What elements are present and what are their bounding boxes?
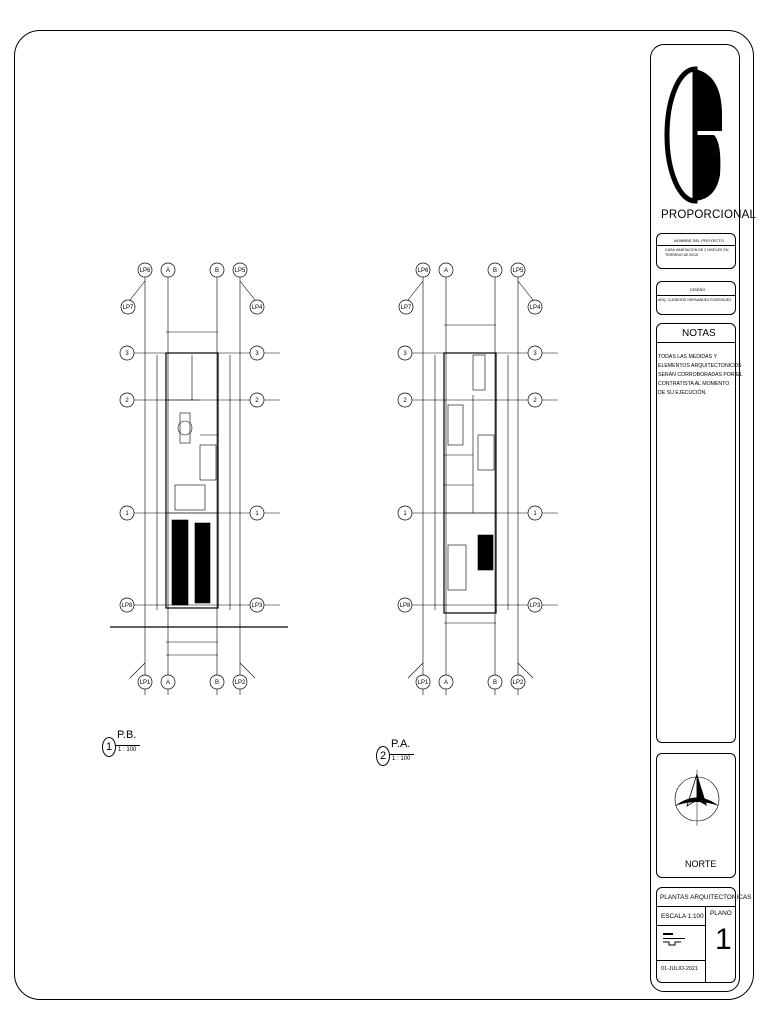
- grid-label: 2: [403, 398, 407, 404]
- plan-number-circle: 2: [376, 746, 390, 766]
- grid-label: LP7: [122, 305, 134, 311]
- grid-label: B: [214, 680, 220, 686]
- graphic-scale-icon: [661, 932, 701, 946]
- plan-scale: 1 : 100: [392, 756, 411, 762]
- grid-label: 2: [533, 398, 537, 404]
- sheet-info-box: [656, 887, 752, 983]
- grid-label: LP2: [234, 680, 246, 686]
- project-name-line1: CASA HABITACION DE 2 NIVELES EN: [665, 248, 729, 252]
- grid-label: LP8: [121, 603, 133, 609]
- caption-underline: [390, 754, 414, 755]
- divider: [657, 295, 735, 296]
- grid-label: LP1: [139, 680, 151, 686]
- divider: [657, 245, 735, 246]
- grid-label: 2: [125, 398, 129, 404]
- sheet-title: PLANTAS ARQUITECTONICAS: [660, 894, 752, 901]
- grid-label: B: [214, 268, 220, 274]
- grid-label: 1: [533, 511, 537, 517]
- plano-label: PLANO: [710, 910, 732, 917]
- grid-label: 3: [533, 351, 537, 357]
- divider: [705, 906, 706, 982]
- grid-label: LP7: [400, 305, 412, 311]
- grid-label: B: [492, 268, 498, 274]
- grid-label: 3: [125, 351, 129, 357]
- grid-label: 1: [403, 511, 407, 517]
- grid-label: LP2: [512, 680, 524, 686]
- notes-title: NOTAS: [682, 328, 716, 339]
- grid-label: A: [165, 268, 171, 274]
- divider: [657, 925, 705, 926]
- grid-label: B: [492, 680, 498, 686]
- firm-logo: [664, 65, 726, 205]
- designer-name: ARQ. CLEMENTE HERNANDEZ RODRIGUEZ: [658, 298, 732, 302]
- notes-line: SERÁN CORROBORADAS POR EL: [658, 372, 743, 378]
- grid-label: A: [443, 268, 449, 274]
- notes-line: DE SU EJECUCIÓN.: [658, 390, 707, 396]
- floor-plan-pa: [378, 245, 578, 705]
- plan-caption-pb: [102, 729, 142, 758]
- scale-label: ESCALA 1:100: [661, 913, 704, 920]
- divider: [657, 342, 735, 343]
- notes-line: TODAS LAS MEDIDAS Y: [658, 354, 717, 360]
- north-arrow-icon: [669, 764, 725, 854]
- grid-label: LP5: [512, 268, 524, 274]
- grid-label: LP3: [529, 603, 541, 609]
- north-box: [656, 753, 736, 878]
- notes-box: [656, 323, 743, 743]
- grid-label: 1: [125, 511, 129, 517]
- plan-name: P.B.: [117, 729, 137, 741]
- grid-label: LP4: [529, 305, 541, 311]
- project-label: NOMBRE DEL PROYECTO: [674, 238, 724, 243]
- grid-label: A: [165, 680, 171, 686]
- floor-plan-pb: [100, 245, 300, 705]
- title-block: [650, 44, 757, 992]
- grid-label: A: [443, 680, 449, 686]
- grid-label: LP5: [234, 268, 246, 274]
- project-name-box: [656, 233, 736, 269]
- firm-name: PROPORCIONAL: [661, 209, 757, 221]
- project-name-line2: TERRENO DE 8X15: [665, 253, 698, 257]
- grid-label: LP6: [417, 268, 429, 274]
- grid-label: 3: [255, 351, 259, 357]
- divider: [657, 906, 735, 907]
- plan-scale: 1 : 100: [118, 747, 137, 753]
- north-label: NORTE: [685, 859, 717, 869]
- caption-underline: [116, 745, 140, 746]
- design-box: [656, 281, 736, 315]
- grid-label: LP8: [399, 603, 411, 609]
- divider: [657, 960, 705, 961]
- plan-name: P.A.: [391, 738, 411, 750]
- design-label: DISEÑO: [690, 287, 706, 292]
- grid-label: 3: [403, 351, 407, 357]
- grid-label: LP6: [139, 268, 151, 274]
- sheet-date: 01-JULIO-2021: [661, 966, 698, 972]
- notes-line: CONTRATISTA AL MOMENTO: [658, 381, 730, 387]
- grid-label: LP3: [251, 603, 263, 609]
- grid-label: 1: [255, 511, 259, 517]
- grid-label: LP1: [417, 680, 429, 686]
- plan-number-circle: 1: [102, 737, 116, 757]
- notes-line: ELEMENTOS ARQUITECTONICOS: [658, 363, 742, 369]
- grid-label: 2: [255, 398, 259, 404]
- plan-caption-pa: [376, 738, 416, 767]
- grid-label: LP4: [251, 305, 263, 311]
- plano-number: 1: [715, 923, 732, 956]
